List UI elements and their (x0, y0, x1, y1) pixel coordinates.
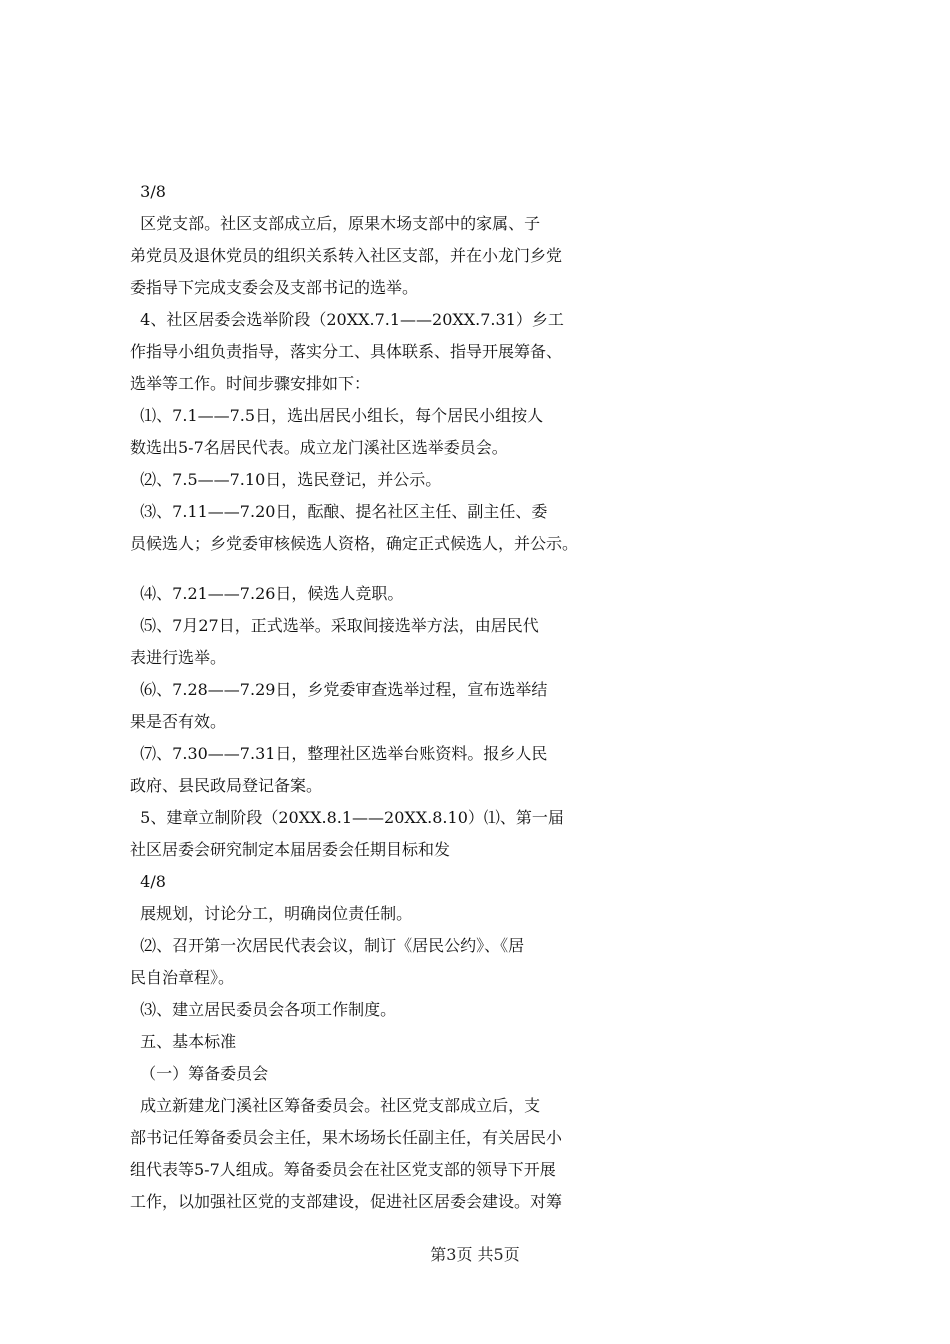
paragraph-line: ⑶、建立居民委员会各项工作制度。 (130, 1000, 397, 1019)
paragraph-line: 部书记任筹备委员会主任，果木场场长任副主任，有关居民小 (130, 1128, 563, 1147)
paragraph-line: 弟党员及退休党员的组织关系转入社区支部，并在小龙门乡党 (130, 246, 563, 265)
paragraph-line: 民自治章程》。 (130, 968, 235, 987)
page-marker: 4/8 (130, 872, 166, 891)
paragraph-line: ⑸、7月27日，正式选举。采取间接选举方法，由居民代 (130, 616, 539, 635)
paragraph-line: ⑶、7.11——7.20日，酝酿、提名社区主任、副主任、委 (130, 502, 548, 521)
paragraph-line: 5、建章立制阶段（20XX.8.1——20XX.8.10）⑴、第一届 (130, 808, 564, 827)
paragraph-line: 果是否有效。 (130, 712, 227, 731)
paragraph-line: 作指导小组负责指导，落实分工、具体联系、指导开展筹备、 (130, 342, 563, 361)
paragraph-line: 区党支部。社区支部成立后，原果木场支部中的家属、子 (130, 214, 541, 233)
paragraph-line: ⑹、7.28——7.29日，乡党委审查选举过程，宣布选举结 (130, 680, 548, 699)
paragraph-line: 员候选人；乡党委审核候选人资格，确定正式候选人，并公示。 (130, 534, 579, 553)
paragraph-line: 表进行选举。 (130, 648, 227, 667)
paragraph-line: 展规划，讨论分工，明确岗位责任制。 (130, 904, 413, 923)
paragraph-line: 组代表等5-7人组成。筹备委员会在社区党支部的领导下开展 (130, 1160, 556, 1179)
paragraph-line: ⑺、7.30——7.31日，整理社区选举台账资料。报乡人民 (130, 744, 548, 763)
paragraph-line: 工作，以加强社区党的支部建设，促进社区居委会建设。对筹 (130, 1192, 563, 1211)
paragraph-line: 委指导下完成支委会及支部书记的选举。 (130, 278, 419, 297)
paragraph-line: ⑵、7.5——7.10日，选民登记，并公示。 (130, 470, 442, 489)
paragraph-line: 选举等工作。时间步骤安排如下： (130, 374, 371, 393)
section-heading: 五、基本标准 (130, 1032, 237, 1051)
paragraph-line: 政府、县民政局登记备案。 (130, 776, 323, 795)
page-marker: 3/8 (130, 182, 166, 201)
subsection-heading: （一）筹备委员会 (130, 1064, 269, 1083)
paragraph-line: 社区居委会研究制定本届居委会任期目标和发 (130, 840, 451, 859)
paragraph-line: 4、社区居委会选举阶段（20XX.7.1——20XX.7.31）乡工 (130, 310, 564, 329)
page-footer: 第3页 共5页 (430, 1245, 520, 1264)
paragraph-line: 成立新建龙门溪社区筹备委员会。社区党支部成立后，支 (130, 1096, 541, 1115)
paragraph-line: 数选出5-7名居民代表。成立龙门溪社区选举委员会。 (130, 438, 508, 457)
paragraph-line: ⑷、7.21——7.26日，候选人竞职。 (130, 584, 404, 603)
paragraph-line: ⑴、7.1——7.5日，选出居民小组长，每个居民小组按人 (130, 406, 544, 425)
paragraph-line: ⑵、召开第一次居民代表会议，制订《居民公约》、《居 (130, 936, 525, 955)
